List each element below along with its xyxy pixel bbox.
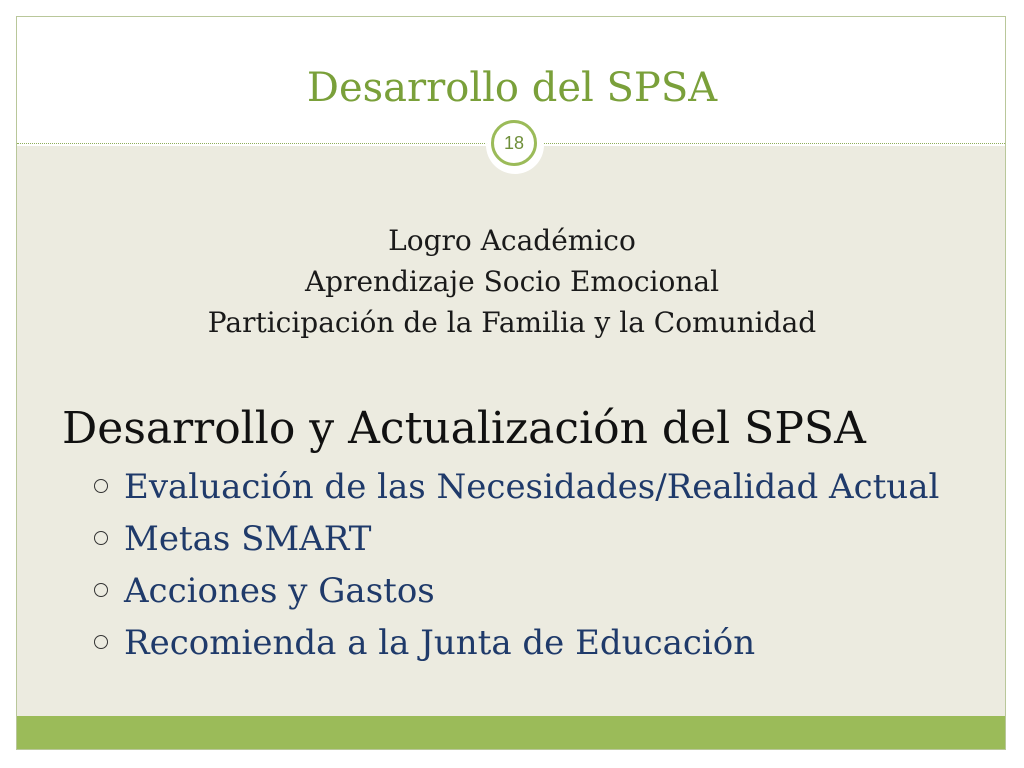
bullet-text: Recomienda a la Junta de Educación — [124, 623, 756, 663]
circle-bullet-icon — [94, 635, 108, 649]
slide-title: Desarrollo del SPSA — [306, 65, 718, 111]
focus-area-item: Logro Académico — [388, 224, 636, 257]
footer-bar — [17, 716, 1005, 749]
bullet-text: Metas SMART — [124, 519, 372, 559]
circle-bullet-icon — [94, 583, 108, 597]
focus-areas — [0, 220, 1024, 343]
section-heading: Desarrollo y Actualización del SPSA — [62, 403, 866, 454]
bullet-text: Evaluación de las Necesidades/Realidad Actual — [124, 467, 940, 507]
circle-bullet-icon — [94, 479, 108, 493]
focus-area-item: Aprendizaje Socio Emocional — [304, 265, 720, 298]
slide-number: 18 — [491, 120, 537, 166]
focus-area-item: Participación de la Familia y la Comunidad — [207, 306, 817, 339]
circle-bullet-icon — [94, 531, 108, 545]
bullet-text: Acciones y Gastos — [124, 571, 435, 611]
